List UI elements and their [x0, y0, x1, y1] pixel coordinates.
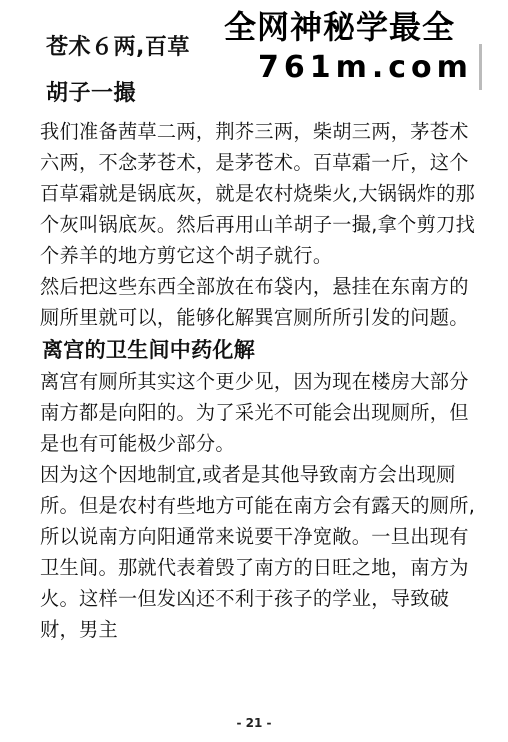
heading-line-1: 苍术６两,百草 [46, 35, 190, 60]
watermark [214, 0, 508, 96]
paragraph-4: 因为这个因地制宜,或者是其他导致南方会出现厕所。但是农村有些地方可能在南方会有露天的厕所,所以说南方向阳通常来说要干净宽敞。一旦出现有卫生间。那就代表着毁了南方的日旺之地，南方为火。这样一但发凶还不利于孩子的学业，导致破财，男主 [40, 463, 476, 641]
watermark-line-1: 全网神秘学最全 [224, 8, 456, 46]
body-text [40, 116, 478, 645]
heading-line-2: 胡子一撮 [46, 81, 137, 106]
page-number: - 21 - [236, 716, 272, 730]
paragraph-1: 我们准备茜草二两，荆芥三两，柴胡三两，茅苍术六两，不念茅苍术，是茅苍术。百草霜一斤，这个百草霜就是锅底灰，就是农村烧柴火,大锅锅炸的那个灰叫锅底灰。然后再用山羊胡子一撮,拿个剪刀找个养羊的地方剪它这个胡子就行。 [40, 120, 476, 267]
watermark-divider [479, 44, 482, 90]
watermark-line-2: 761m.com [258, 50, 473, 85]
paragraph-3: 离宫有厕所其实这个更少见，因为现在楼房大部分南方都是向阳的。为了采光不可能会出现厕所，但是也有可能极少部分。 [40, 370, 469, 455]
paragraph-2: 然后把这些东西全部放在布袋内，悬挂在东南方的厕所里就可以，能够化解巽宫厕所所引发的问题。 [40, 275, 469, 329]
section-heading: 离宫的卫生间中药化解 [42, 338, 255, 362]
